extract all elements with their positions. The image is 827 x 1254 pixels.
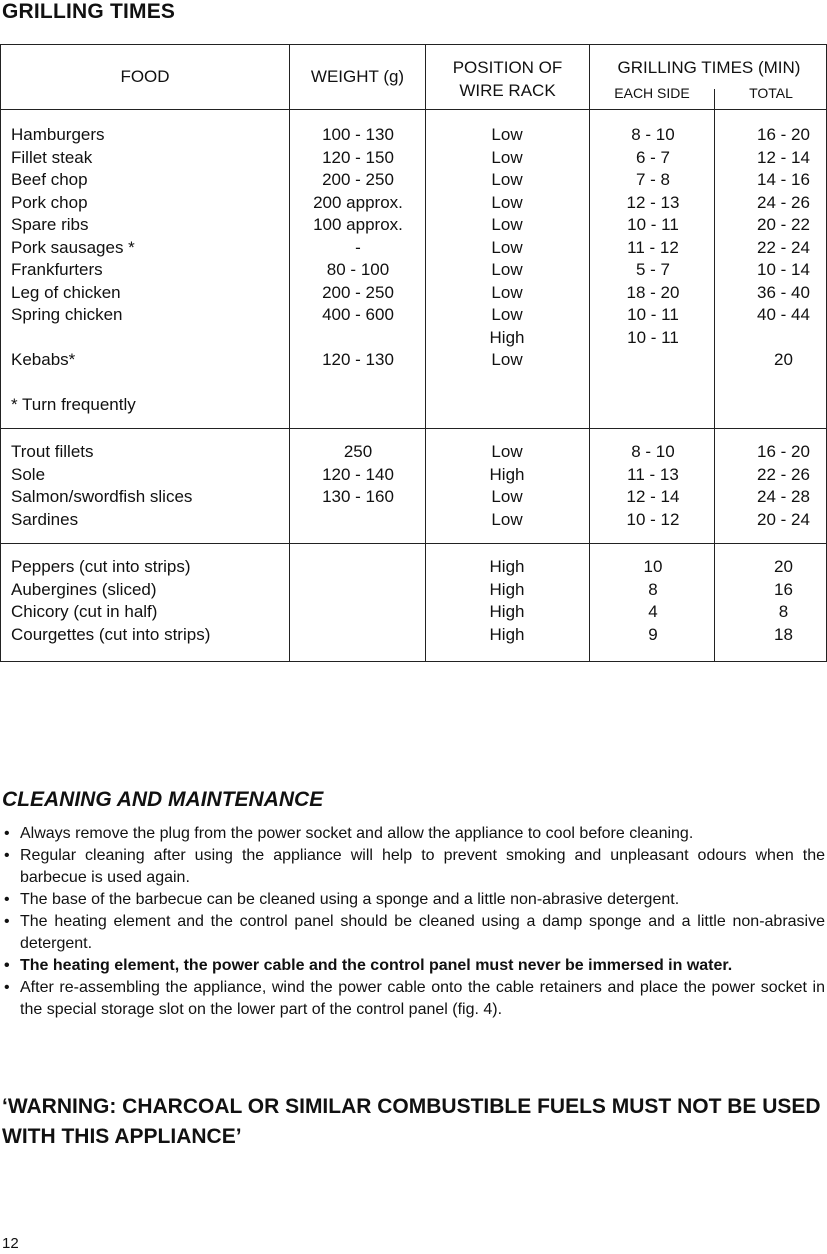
table-cell-each-side: 8 - 10 — [631, 442, 675, 461]
table-cell-food: Chicory (cut in half) — [11, 602, 158, 621]
bullet-icon: • — [4, 913, 10, 930]
table-cell-total: 22 - 24 — [757, 237, 810, 257]
table-cell-position: Low — [491, 237, 523, 257]
table-cell-each-side: 10 - 12 — [626, 509, 680, 529]
table-cell-total: 16 - 20 — [757, 442, 810, 461]
table-cell-weight: 120 - 140 — [322, 464, 394, 484]
table-cell-each-side: 10 — [643, 557, 663, 576]
table-cell-food: Leg of chicken — [11, 282, 121, 302]
table-cell-food: Beef chop — [11, 170, 88, 189]
table-cell-position: Low — [491, 282, 523, 302]
bullet-icon: • — [4, 847, 10, 864]
table-cell-weight: 400 - 600 — [322, 305, 394, 324]
cleaning-bullet-text: After re-assembling the appliance, wind the power cable onto the cable retainers and place the power socket in the special storage slot on the lower part of the control panel (fig. 4). — [20, 979, 825, 1018]
table-cell-food: Kebabs* — [11, 350, 76, 369]
table-cell-weight: - — [355, 237, 361, 257]
table-cell-weight: 80 - 100 — [326, 260, 390, 279]
table-cell-position: High — [489, 602, 525, 621]
table-cell-each-side: 10 - 11 — [627, 327, 679, 347]
table-cell-food: Peppers (cut into strips) — [11, 557, 191, 576]
table-cell-each-side: 4 — [648, 602, 658, 621]
table-cell-food: Pork sausages * — [11, 237, 135, 257]
table-cell-total: 20 — [774, 557, 793, 576]
table-cell-total: 16 - 20 — [757, 125, 810, 144]
table-cell-food: Pork chop — [11, 192, 88, 212]
table-cell-each-side: 11 - 13 — [627, 464, 679, 484]
cleaning-bullet-text: The base of the barbecue can be cleaned using a sponge and a little non-abrasive detergent. — [20, 891, 680, 908]
table-cell-total: 18 — [774, 624, 793, 644]
cleaning-bullet — [0, 911, 827, 955]
table-cell-each-side: 10 - 11 — [627, 215, 679, 234]
table-cell-each-side: 6 - 7 — [635, 147, 671, 167]
cleaning-heading: CLEANING AND MAINTENANCE — [2, 788, 324, 811]
table-cell-total: 14 - 16 — [757, 170, 810, 189]
group-separator-2 — [1, 543, 826, 544]
table-cell-position: High — [489, 624, 525, 644]
table-cell-total: 16 — [774, 579, 793, 599]
cleaning-bullet — [0, 977, 827, 1021]
table-cell-weight: 250 — [343, 442, 373, 461]
table-cell-weight: 120 - 130 — [322, 350, 394, 369]
table-cell-position: Low — [491, 125, 523, 144]
cleaning-bullet-text: The heating element and the control panel should be cleaned using a damp sponge and a little non-abrasive detergent. — [20, 913, 825, 952]
table-cell-food: Aubergines (sliced) — [11, 579, 157, 599]
table-cell-total: 12 - 14 — [757, 147, 810, 167]
header-total: TOTAL — [749, 85, 793, 101]
table-cell-total: 20 - 22 — [757, 215, 810, 234]
table-cell-food: Hamburgers — [11, 125, 105, 144]
grilling-times-table — [0, 44, 827, 662]
header-position-line2: WIRE RACK — [459, 81, 556, 100]
table-cell-position: Low — [491, 170, 523, 189]
table-cell-total: 20 — [774, 350, 793, 369]
header-separator — [1, 109, 826, 110]
table-cell-each-side: 11 - 12 — [627, 237, 679, 257]
header-grilling-times: GRILLING TIMES (MIN) — [617, 58, 801, 77]
table-cell-food: Salmon/swordfish slices — [11, 487, 193, 506]
table-cell-position: Low — [491, 487, 523, 506]
table-cell-each-side: 12 - 14 — [626, 487, 680, 506]
table-cell-position: Low — [491, 260, 523, 279]
table-cell-food: * Turn frequently — [11, 395, 136, 414]
table-cell-weight: 100 - 130 — [322, 125, 394, 144]
table-cell-each-side: 9 — [648, 624, 658, 644]
table-cell-position: Low — [491, 305, 523, 324]
table-cell-each-side: 12 - 13 — [626, 192, 680, 212]
table-cell-position: Low — [491, 192, 523, 212]
table-cell-position: Low — [491, 350, 523, 369]
page-title: GRILLING TIMES — [2, 0, 176, 23]
cleaning-bullet-text: Regular cleaning after using the appliance will help to prevent smoking and unpleasant odours when the barbecue is used again. — [20, 847, 825, 886]
cleaning-bullet — [0, 955, 827, 977]
table-cell-food: Trout fillets — [11, 442, 94, 461]
table-cell-position: High — [489, 557, 525, 576]
table-cell-weight: 120 - 150 — [322, 147, 394, 167]
table-cell-weight: 200 - 250 — [322, 170, 394, 189]
table-cell-each-side: 5 - 7 — [635, 260, 671, 279]
table-cell-total: 8 — [778, 602, 789, 621]
header-weight: WEIGHT (g) — [310, 67, 405, 86]
table-cell-position: Low — [491, 509, 523, 529]
cleaning-bullet-text: Always remove the plug from the power socket and allow the appliance to cool before cleaning. — [20, 825, 694, 842]
table-cell-food: Sardines — [11, 509, 79, 529]
table-cell-food: Spring chicken — [11, 305, 123, 324]
warning-text: ‘WARNING: CHARCOAL OR SIMILAR COMBUSTIBLE FUELS MUST NOT BE USED WITH THIS APPLIANCE’ — [2, 1095, 821, 1148]
table-cell-each-side: 10 - 11 — [627, 305, 679, 324]
table-cell-position: Low — [491, 147, 523, 167]
table-cell-weight: 100 approx. — [313, 215, 403, 234]
table-cell-position: High — [489, 579, 525, 599]
column-divider-times — [589, 45, 590, 661]
table-cell-total: 40 - 44 — [757, 305, 810, 324]
table-cell-weight: 130 - 160 — [322, 487, 394, 506]
table-cell-each-side: 8 — [648, 579, 658, 599]
table-cell-food: Frankfurters — [11, 260, 103, 279]
cleaning-bullet — [0, 823, 827, 845]
table-cell-total: 24 - 28 — [757, 487, 810, 506]
table-cell-food: Sole — [11, 464, 46, 484]
table-cell-position: Low — [491, 215, 523, 234]
table-cell-food: Spare ribs — [11, 215, 89, 234]
table-cell-total: 36 - 40 — [757, 282, 810, 302]
table-cell-food: Fillet steak — [11, 147, 93, 167]
header-each-side: EACH SIDE — [614, 85, 690, 101]
table-cell-weight: 200 - 250 — [322, 282, 394, 302]
table-cell-each-side: 18 - 20 — [626, 282, 680, 302]
table-cell-food: Courgettes (cut into strips) — [11, 624, 211, 644]
cleaning-bullet — [0, 845, 827, 889]
table-cell-position: High — [489, 327, 525, 347]
group-separator-1 — [1, 428, 826, 429]
table-cell-total: 20 - 24 — [757, 509, 810, 529]
header-food: FOOD — [120, 67, 170, 86]
column-divider-weight — [289, 45, 290, 661]
table-cell-position: Low — [491, 442, 523, 461]
page-number: 12 — [2, 1235, 19, 1252]
table-cell-each-side: 7 - 8 — [635, 170, 671, 189]
header-position-line1: POSITION OF — [452, 58, 563, 77]
table-cell-position: High — [489, 464, 525, 484]
cleaning-bullet — [0, 889, 827, 911]
bullet-icon: • — [4, 825, 10, 842]
table-cell-total: 10 - 14 — [757, 260, 810, 279]
table-cell-total: 24 - 26 — [757, 192, 810, 212]
column-divider-position — [425, 45, 426, 661]
table-cell-weight: 200 approx. — [313, 192, 403, 212]
bullet-icon: • — [4, 957, 10, 974]
cleaning-list — [0, 823, 827, 1021]
cleaning-bullet-text: The heating element, the power cable and the control panel must never be immersed in water. — [20, 957, 733, 974]
bullet-icon: • — [4, 979, 10, 996]
table-cell-each-side: 8 - 10 — [631, 125, 675, 144]
table-cell-total: 22 - 26 — [757, 464, 810, 484]
bullet-icon: • — [4, 891, 10, 908]
